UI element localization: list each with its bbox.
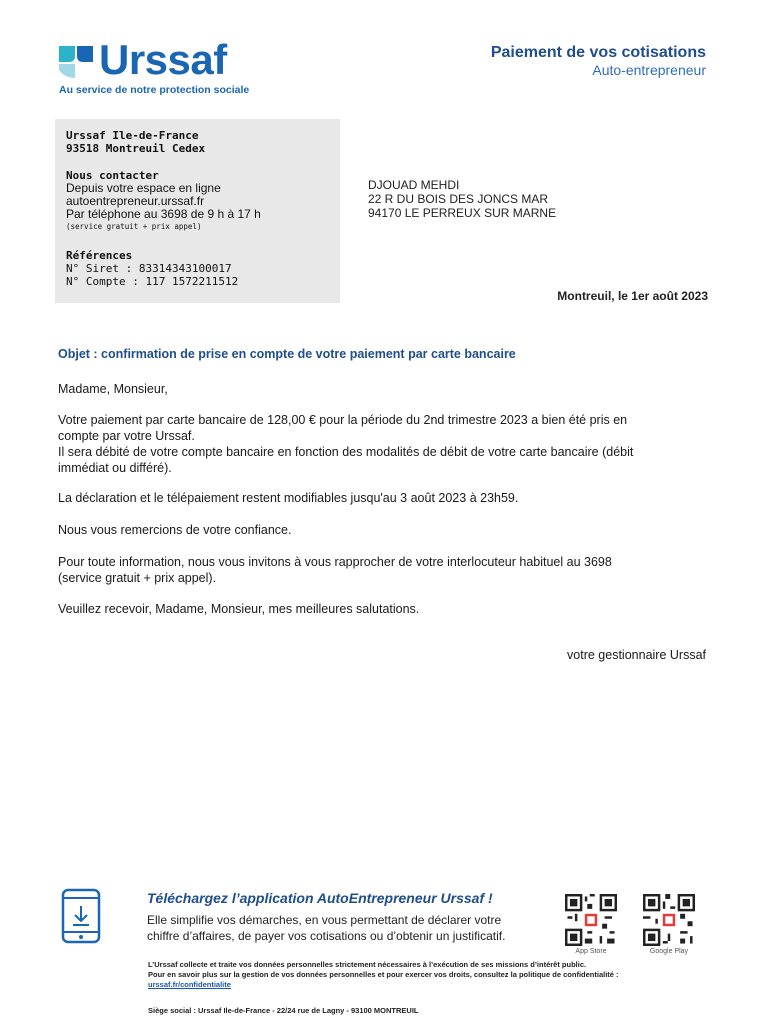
org-city: 93518 Montreuil Cedex	[66, 142, 206, 155]
contact-box	[55, 119, 340, 303]
recipient-city: 94170 LE PERREUX SUR MARNE	[368, 206, 557, 220]
banner-line: chiffre d’affaires, de payer vos cotisations ou d’obtenir un justificatif.	[147, 929, 506, 943]
letter-subject: Objet : confirmation de prise en compte de votre paiement par carte bancaire	[58, 347, 516, 361]
org-name: Urssaf Ile-de-France	[66, 129, 199, 142]
document-title: Paiement de vos cotisations	[490, 44, 706, 61]
letter-salutation: Madame, Monsieur,	[58, 382, 168, 396]
paragraph-line: compte par votre Urssaf.	[58, 429, 195, 443]
mobile-download-icon	[61, 888, 101, 944]
banner-title: Téléchargez l’application AutoEntrepreneur Urssaf !	[147, 890, 493, 906]
letter-date: Montreuil, le 1er août 2023	[557, 289, 708, 303]
banner-description	[147, 912, 557, 944]
urssaf-logo-icon	[57, 42, 97, 82]
privacy-line: L’Urssaf collecte et traite vos données personnelles strictement nécessaires à l’exécution de ses missions d’intérêt public.	[148, 960, 587, 969]
contact-phone-note: (service gratuit + prix appel)	[66, 222, 202, 231]
paragraph-line: Pour toute information, nous vous invitons à vous rapprocher de votre interlocuteur habituel au 3698	[58, 555, 612, 569]
app-store-qr-code[interactable]	[565, 894, 617, 946]
signature: votre gestionnaire Urssaf	[567, 648, 706, 662]
references-heading: Références	[66, 249, 133, 262]
siret-number: N° Siret : 83314343100017	[66, 262, 232, 275]
recipient-name: DJOUAD MEHDI	[368, 178, 460, 192]
thanks-paragraph: Nous vous remercions de votre confiance.	[58, 523, 292, 537]
recipient-address	[368, 178, 556, 220]
contact-online: Depuis votre espace en ligne	[66, 181, 221, 195]
privacy-line: Pour en savoir plus sur la gestion de vos données personnelles et pour exercer vos droits, consultez la politique de confidentialité :	[148, 970, 619, 979]
brand-name: Urssaf	[99, 36, 227, 83]
contact-website[interactable]: autoentrepreneur.urssaf.fr	[66, 194, 205, 208]
privacy-policy-link[interactable]: urssaf.fr/confidentialite	[148, 980, 231, 989]
closing-paragraph: Veuillez recevoir, Madame, Monsieur, mes meilleures salutations.	[58, 602, 420, 616]
document-subtitle: Auto-entrepreneur	[592, 62, 706, 78]
google-play-qr-code[interactable]	[643, 894, 695, 946]
paragraph-line: (service gratuit + prix appel).	[58, 571, 217, 585]
contact-phone: Par téléphone au 3698 de 9 h à 17 h	[66, 207, 261, 221]
account-number: N° Compte : 117 1572211512	[66, 275, 239, 288]
paragraph-line: Il sera débité de votre compte bancaire en fonction des modalités de débit de votre carte bancaire (débit	[58, 445, 634, 459]
urssaf-logo	[57, 36, 267, 100]
information-paragraph	[58, 554, 718, 586]
paragraph-line: immédiat ou différé).	[58, 461, 172, 475]
payment-paragraph	[58, 412, 718, 476]
modification-paragraph: La déclaration et le télépaiement restent modifiables jusqu'au 3 août 2023 à 23h59.	[58, 491, 519, 505]
head-office-address: Siège social : Urssaf Ile-de-France - 22/24 rue de Lagny - 93100 MONTREUIL	[148, 1006, 419, 1015]
contact-heading: Nous contacter	[66, 169, 159, 182]
app-store-label: App Store	[575, 948, 607, 955]
recipient-street: 22 R DU BOIS DES JONCS MAR	[368, 192, 549, 206]
brand-tagline: Au service de notre protection sociale	[59, 84, 250, 96]
google-play-label: Google Play	[649, 948, 689, 955]
banner-line: Elle simplifie vos démarches, en vous permettant de déclarer votre	[147, 913, 502, 927]
paragraph-line: Votre paiement par carte bancaire de 128,00 € pour la période du 2nd trimestre 2023 a bien été pris en	[58, 413, 628, 427]
app-download-banner	[55, 884, 705, 956]
privacy-notice	[148, 960, 718, 990]
